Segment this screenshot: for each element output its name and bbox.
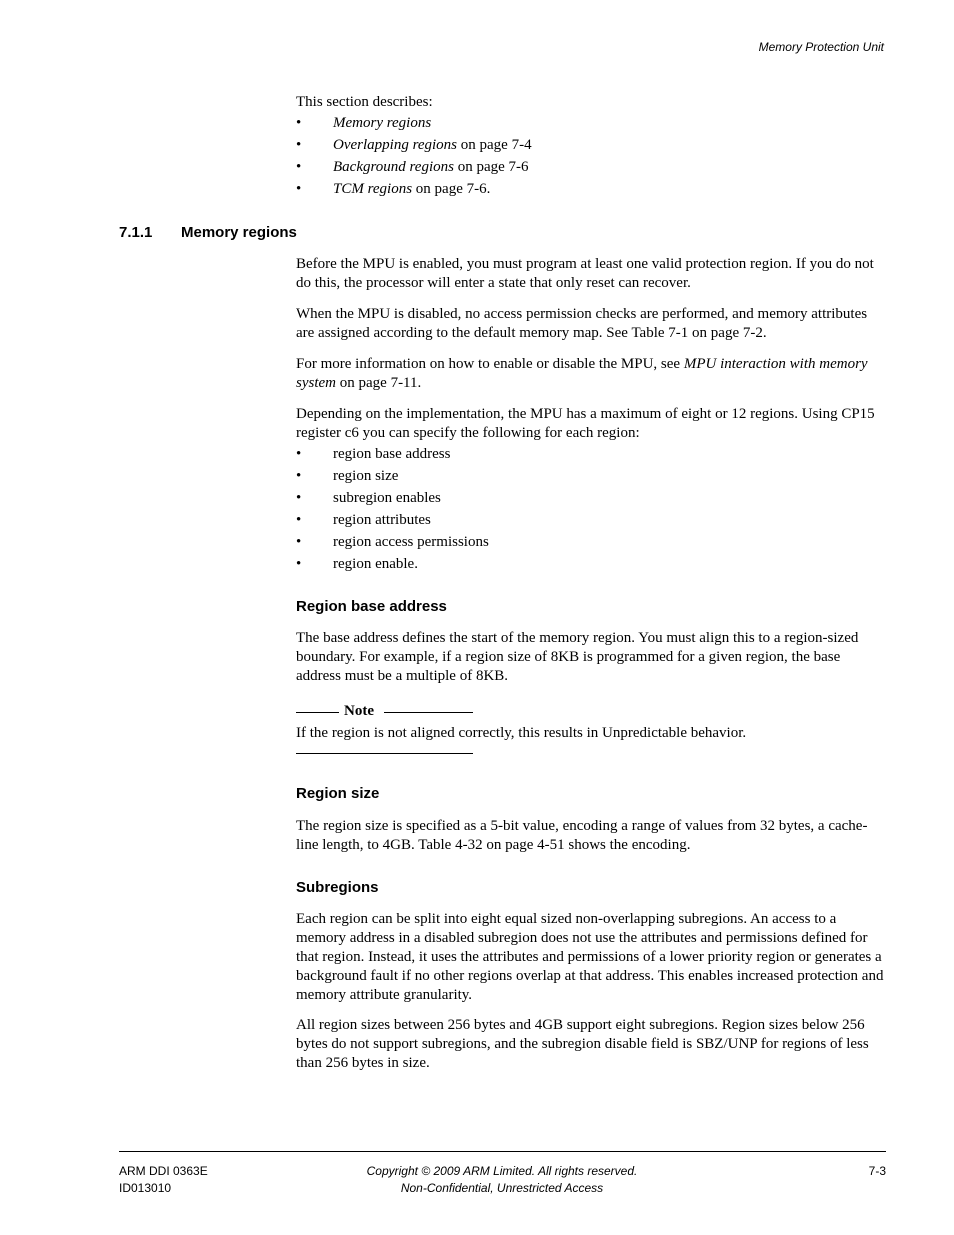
bullet-icon: • bbox=[296, 115, 302, 131]
bullet-icon: • bbox=[296, 556, 302, 572]
link-overlapping-regions[interactable]: Overlapping regions bbox=[333, 137, 458, 153]
list-item bbox=[296, 112, 886, 134]
doc-number: ARM DDI 0363E bbox=[119, 1164, 208, 1178]
divider bbox=[384, 712, 473, 713]
paragraph: The base address defines the start of the memory region. You must align this to a region-sized boundary. For example, if a region size of 8KB is programmed for a given region, the base address must be a multiple of 8KB. bbox=[296, 630, 859, 684]
section-number: 7.1.1 bbox=[119, 224, 153, 241]
paragraph: When the MPU is disabled, no access permission checks are performed, and memory attributes are assigned according to the default memory map. See Table 7-1 on page 7-2. bbox=[296, 306, 868, 341]
bullet-icon: • bbox=[296, 137, 302, 153]
subsection-heading: Subregions bbox=[296, 879, 379, 896]
section-title: Memory regions bbox=[181, 224, 297, 241]
paragraph: For more information on how to enable or disable the MPU, see MPU interaction with memory system on page 7-11. bbox=[296, 356, 868, 391]
footer-divider bbox=[119, 1151, 886, 1152]
page-number: 7-3 bbox=[868, 1164, 886, 1178]
list-item: • region size bbox=[296, 465, 886, 487]
note-text: If the region is not aligned correctly, this results in Unpredictable behavior. bbox=[296, 725, 747, 741]
bullet-icon: • bbox=[296, 512, 302, 528]
bullet-icon: • bbox=[296, 181, 302, 197]
footer-doc-info bbox=[119, 1163, 208, 1197]
link-mpu-interaction[interactable]: MPU interaction with memory system bbox=[296, 356, 868, 391]
list-item: • region base address bbox=[296, 443, 886, 465]
subsection-heading: Region base address bbox=[296, 598, 447, 615]
list-item: • region enable. bbox=[296, 553, 886, 575]
intro-lead: This section describes: bbox=[296, 94, 433, 110]
list-item: • Overlapping regions on page 7-4 bbox=[296, 134, 886, 156]
link-background-regions[interactable]: Background regions bbox=[333, 159, 454, 175]
link-memory-regions[interactable]: Memory regions bbox=[333, 115, 432, 131]
bullet-icon: • bbox=[296, 534, 302, 550]
divider bbox=[296, 712, 339, 713]
intro-section bbox=[296, 92, 886, 200]
list-item: • Background regions on page 7-6 bbox=[296, 156, 886, 178]
paragraph: Each region can be split into eight equal sized non-overlapping subregions. An access to a memory address in a disabled subregion does not use the attributes and permissions defined for that region. Instead, it uses the attributes and permissions of a lower priority region or generates a background fault if no other regions overlap at that address. This enables increased protection and memory attribute granularity. bbox=[296, 911, 884, 1003]
divider bbox=[296, 753, 473, 754]
copyright-text: Copyright © 2009 ARM Limited. All rights reserved. bbox=[366, 1164, 638, 1178]
footer-copyright bbox=[300, 1163, 704, 1197]
note-header bbox=[296, 702, 474, 720]
doc-id: ID013010 bbox=[119, 1181, 172, 1195]
bullet-icon: • bbox=[296, 446, 302, 462]
list-item: • region attributes bbox=[296, 509, 886, 531]
subsection-heading: Region size bbox=[296, 785, 380, 802]
region-list bbox=[296, 443, 886, 575]
link-tcm-regions[interactable]: TCM regions bbox=[333, 181, 413, 197]
running-header: Memory Protection Unit bbox=[758, 40, 884, 54]
list-item: • TCM regions on page 7-6. bbox=[296, 178, 886, 200]
list-item: • region access permissions bbox=[296, 531, 886, 553]
bullet-icon: • bbox=[296, 468, 302, 484]
paragraph: The region size is specified as a 5-bit value, encoding a range of values from 32 bytes, a cache-line length, to 4GB. Table 4-32 on page 4-51 shows the encoding. bbox=[296, 818, 868, 853]
list-item: • subregion enables bbox=[296, 487, 886, 509]
bullet-icon: • bbox=[296, 159, 302, 175]
note-label: Note bbox=[344, 703, 374, 719]
paragraph: All region sizes between 256 bytes and 4GB support eight subregions. Region sizes below 256 bytes do not support subregions, and the subregion disable field is SBZ/UNP for regions of less than 256 bytes in size. bbox=[296, 1017, 869, 1071]
access-text: Non-Confidential, Unrestricted Access bbox=[400, 1181, 604, 1195]
paragraph: Depending on the implementation, the MPU has a maximum of eight or 12 regions. Using CP15 register c6 you can specify the following for each region: bbox=[296, 406, 875, 441]
paragraph: Before the MPU is enabled, you must program at least one valid protection region. If you do not do this, the processor will enter a state that only reset can recover. bbox=[296, 256, 874, 291]
bullet-icon: • bbox=[296, 490, 302, 506]
